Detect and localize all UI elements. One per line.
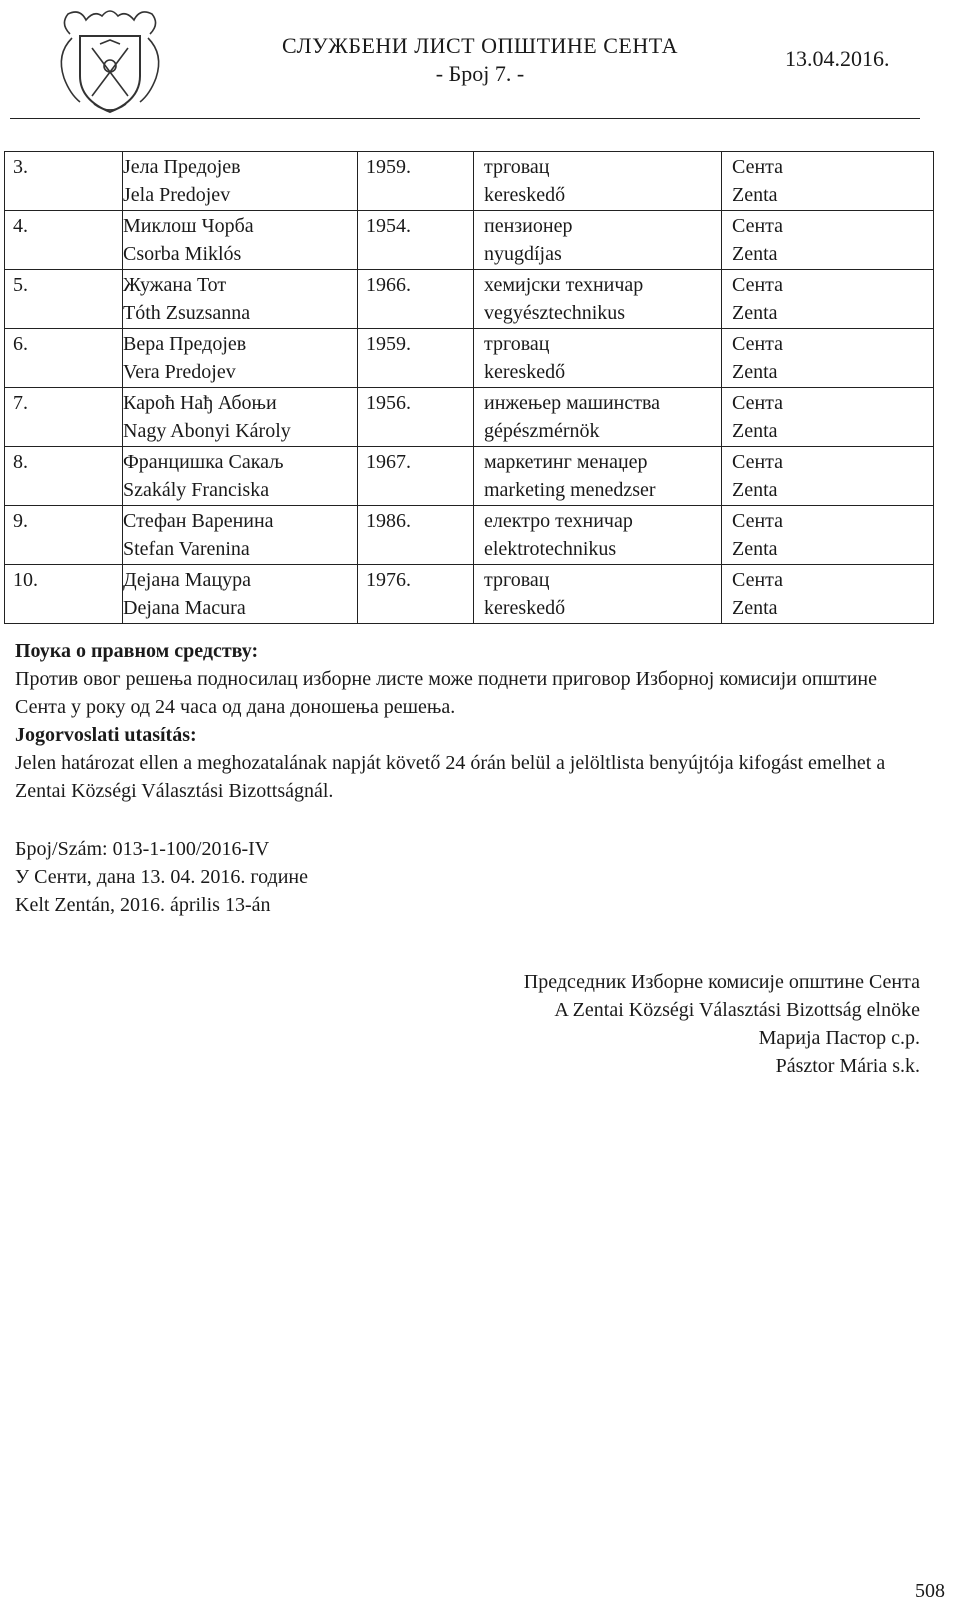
- birth-year-year: 1959.: [366, 156, 411, 178]
- candidate-number-no: 8.: [13, 451, 28, 473]
- birth-year-year: 1954.: [366, 215, 411, 237]
- birth-year-cell: [358, 447, 474, 506]
- residence-place-hu: Zenta: [732, 479, 778, 501]
- birth-year-cell: [358, 506, 474, 565]
- signatory-title-hu: A Zentai Községi Választási Bizottság elnöke: [554, 999, 920, 1021]
- table-row: [5, 270, 934, 329]
- residence-place-sr: Сента: [732, 215, 784, 237]
- residence-place-hu: Zenta: [732, 243, 778, 265]
- candidate-number-no: 4.: [13, 215, 28, 237]
- candidate-number-no: 3.: [13, 156, 28, 178]
- residence-place-sr: Сента: [732, 392, 784, 414]
- publication-title: СЛУЖБЕНИ ЛИСТ ОПШТИНЕ СЕНТА: [282, 33, 678, 58]
- table-row: [5, 388, 934, 447]
- occupation-occ-hu: vegyésztechnikus: [484, 302, 626, 324]
- page-number: 508: [915, 1580, 945, 1602]
- residence-cell: [722, 270, 934, 329]
- occupation-cell: [474, 329, 722, 388]
- reference-number: Број/Szám: 013-1-100/2016-IV: [15, 838, 270, 860]
- occupation-occ-sr: маркетинг менаџер: [484, 451, 648, 473]
- residence-cell: [722, 388, 934, 447]
- residence-place-sr: Сента: [732, 156, 784, 178]
- candidate-name-name-sr: Жужана Тот: [123, 274, 227, 296]
- candidate-name-name-hu: Vera Predojev: [123, 361, 236, 383]
- occupation-cell: [474, 447, 722, 506]
- occupation-occ-sr: трговац: [484, 333, 550, 355]
- candidate-name-name-sr: Кароћ Нађ Абоњи: [123, 392, 277, 414]
- candidate-name-cell: [123, 565, 358, 624]
- residence-place-sr: Сента: [732, 510, 784, 532]
- header-divider: [10, 118, 920, 119]
- candidate-name-name-hu: Szakály Franciska: [123, 479, 270, 501]
- candidate-number-cell: [5, 506, 123, 565]
- occupation-occ-sr: пензионер: [484, 215, 573, 237]
- occupation-cell: [474, 388, 722, 447]
- birth-year-cell: [358, 565, 474, 624]
- candidate-name-cell: [123, 388, 358, 447]
- birth-year-cell: [358, 270, 474, 329]
- candidate-name-name-hu: Stefan Varenina: [123, 538, 250, 560]
- place-date-hu: Kelt Zentán, 2016. április 13-án: [15, 894, 271, 916]
- birth-year-year: 1967.: [366, 451, 411, 473]
- signatory-name-sr: Марија Пастор с.р.: [758, 1027, 920, 1049]
- candidate-number-cell: [5, 211, 123, 270]
- remedy-text-sr: Против овог решења подносилац изборне листе може поднети приговор Изборној комисији општине Сента у року од 24 часа од дана доношења решења.: [15, 668, 878, 718]
- candidate-name-name-sr: Вера Предојев: [123, 333, 247, 355]
- occupation-cell: [474, 270, 722, 329]
- candidate-number-no: 5.: [13, 274, 28, 296]
- candidate-name-name-hu: Jela Predojev: [123, 184, 231, 206]
- occupation-occ-sr: трговац: [484, 156, 550, 178]
- candidate-name-name-sr: Јела Предојев: [123, 156, 241, 178]
- candidate-number-cell: [5, 329, 123, 388]
- signatory-title-sr: Председник Изборне комисије општине Сента: [523, 971, 920, 993]
- residence-place-sr: Сента: [732, 451, 784, 473]
- candidate-name-cell: [123, 329, 358, 388]
- signatory-name-hu: Pásztor Mária s.k.: [775, 1055, 920, 1077]
- occupation-occ-sr: трговац: [484, 569, 550, 591]
- remedy-heading-sr: Поука о правном средству:: [15, 640, 259, 662]
- occupation-cell: [474, 506, 722, 565]
- occupation-occ-hu: elektrotechnikus: [484, 538, 617, 560]
- occupation-occ-hu: kereskedő: [484, 184, 566, 206]
- birth-year-year: 1976.: [366, 569, 411, 591]
- birth-year-cell: [358, 388, 474, 447]
- table-row: [5, 447, 934, 506]
- birth-year-year: 1986.: [366, 510, 411, 532]
- residence-place-sr: Сента: [732, 333, 784, 355]
- residence-place-hu: Zenta: [732, 184, 778, 206]
- residence-cell: [722, 211, 934, 270]
- birth-year-year: 1966.: [366, 274, 411, 296]
- candidate-number-no: 7.: [13, 392, 28, 414]
- candidate-table: [4, 151, 934, 624]
- candidate-name-name-sr: Стефан Варенина: [123, 510, 274, 532]
- candidate-name-name-sr: Миклош Чорба: [123, 215, 254, 237]
- candidate-name-cell: [123, 211, 358, 270]
- place-date-sr: У Сенти, дана 13. 04. 2016. године: [15, 866, 308, 888]
- candidate-name-name-sr: Дејана Мацура: [123, 569, 252, 591]
- reference-block: [15, 835, 920, 919]
- candidate-number-no: 6.: [13, 333, 28, 355]
- candidate-name-cell: [123, 447, 358, 506]
- occupation-occ-sr: електро техничар: [484, 510, 633, 532]
- candidate-number-cell: [5, 565, 123, 624]
- residence-cell: [722, 329, 934, 388]
- occupation-occ-sr: инжењер машинства: [484, 392, 661, 414]
- birth-year-year: 1959.: [366, 333, 411, 355]
- residence-cell: [722, 565, 934, 624]
- coat-of-arms-icon: [50, 4, 170, 116]
- occupation-cell: [474, 211, 722, 270]
- table-row: [5, 211, 934, 270]
- occupation-cell: [474, 565, 722, 624]
- candidate-name-name-hu: Csorba Miklós: [123, 243, 242, 265]
- issue-number: - Број 7. -: [435, 61, 525, 86]
- candidate-number-cell: [5, 388, 123, 447]
- residence-place-hu: Zenta: [732, 538, 778, 560]
- remedy-heading-hu: Jogorvoslati utasítás:: [15, 724, 197, 746]
- candidate-name-name-hu: Tóth Zsuzsanna: [123, 302, 251, 324]
- publication-date: 13.04.2016.: [785, 46, 890, 71]
- birth-year-cell: [358, 152, 474, 211]
- candidate-name-name-hu: Nagy Abonyi Károly: [123, 420, 291, 442]
- occupation-cell: [474, 152, 722, 211]
- table-row: [5, 152, 934, 211]
- residence-place-hu: Zenta: [732, 420, 778, 442]
- candidate-number-no: 10.: [13, 569, 38, 591]
- table-row: [5, 506, 934, 565]
- candidate-name-cell: [123, 506, 358, 565]
- residence-cell: [722, 447, 934, 506]
- residence-place-sr: Сента: [732, 274, 784, 296]
- occupation-occ-hu: marketing menedzser: [484, 479, 656, 501]
- occupation-occ-hu: kereskedő: [484, 597, 566, 619]
- residence-place-hu: Zenta: [732, 302, 778, 324]
- birth-year-year: 1956.: [366, 392, 411, 414]
- remedy-text-hu: Jelen határozat ellen a meghozatalának napját követő 24 órán belül a jelöltlista benyújtója kifogást emelhet a Zentai Községi Választási Bizottságnál.: [15, 752, 886, 802]
- page-header: [0, 0, 960, 125]
- residence-place-sr: Сента: [732, 569, 784, 591]
- table-row: [5, 329, 934, 388]
- residence-cell: [722, 152, 934, 211]
- candidate-number-cell: [5, 152, 123, 211]
- candidate-number-cell: [5, 447, 123, 506]
- signature-block: [524, 968, 920, 1080]
- birth-year-cell: [358, 211, 474, 270]
- occupation-occ-hu: kereskedő: [484, 361, 566, 383]
- occupation-occ-hu: nyugdíjas: [484, 243, 562, 265]
- occupation-occ-sr: хемијски техничар: [484, 274, 644, 296]
- occupation-occ-hu: gépészmérnök: [484, 420, 600, 442]
- birth-year-cell: [358, 329, 474, 388]
- candidate-name-cell: [123, 152, 358, 211]
- table-row: [5, 565, 934, 624]
- candidate-number-cell: [5, 270, 123, 329]
- residence-place-hu: Zenta: [732, 361, 778, 383]
- residence-place-hu: Zenta: [732, 597, 778, 619]
- candidate-name-name-hu: Dejana Macura: [123, 597, 246, 619]
- residence-cell: [722, 506, 934, 565]
- legal-remedy-section: [15, 637, 920, 805]
- candidate-number-no: 9.: [13, 510, 28, 532]
- candidate-name-cell: [123, 270, 358, 329]
- candidate-name-name-sr: Францишка Сакаљ: [123, 451, 284, 473]
